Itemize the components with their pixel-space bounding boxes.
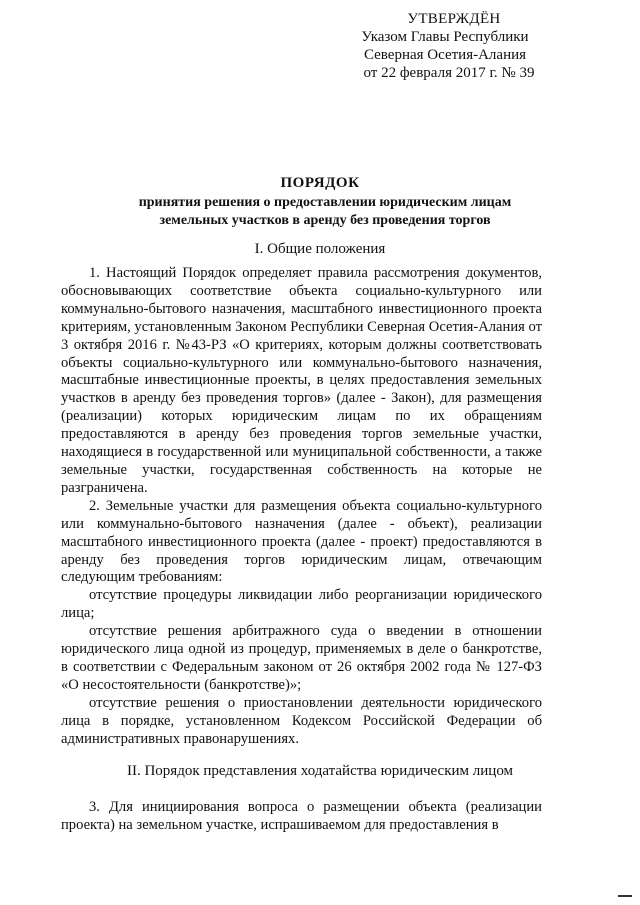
approval-title: УТВЕРЖДЁН: [407, 11, 501, 27]
requirement-item: отсутствие решения о приостановлении деятельности юридического лица в порядке, установленном Кодексом Российской Федерации об административных правонарушениях.: [61, 694, 542, 747]
scan-mark: [618, 895, 632, 897]
paragraph-2: 2. Земельные участки для размещения объекта социально-культурного или коммунально-бытового назначения (далее - объект), реализации масштабного инвестиционного проекта (далее - проект) предоставляются в аренду без проведения торгов юридическим лицам, отвечающим следующим требованиям:: [61, 497, 542, 586]
section-1-heading: I. Общие положения: [254, 241, 386, 257]
document-title: ПОРЯДОК: [280, 175, 360, 191]
approval-stamp: [340, 10, 550, 82]
subtitle-line-1: принятия решения о предоставлении юридическим лицам: [138, 195, 512, 210]
section-1-body: [61, 265, 542, 748]
paragraph-3: 3. Для инициирования вопроса о размещении объекта (реализации проекта) на земельном участке, испрашиваемом для предоставления в: [61, 799, 542, 833]
document-subtitle: [60, 194, 590, 230]
paragraph-1: 1. Настоящий Порядок определяет правила рассмотрения документов, обосновывающих соответствие объекта социально-культурного или коммунально-бытового назначения, масштабного инвестиционного проекта критериям, установленным Законом Республики Северная Осетия-Алания от 3 октября 2016 г. №43-РЗ «О критериях, которым должны соответствовать объекты социально-культурного или коммунально-бытового назначения, масштабные инвестиционные проекты, в целях предоставления земельных участков в аренду без проведения торгов» (далее - Закон), для размещения (реализации) которых юридическим лицам по их обращениям предоставляются в аренду без проведения торгов земельные участки, находящиеся в государственной или муниципальной собственности, а также земельные участки, государственная собственность на которые не разграничена.: [61, 265, 542, 496]
section-2-heading: II. Порядок представления ходатайства юридическим лицом: [126, 763, 514, 779]
section-2-body: [61, 799, 542, 835]
approval-date-number: от 22 февраля 2017 г. № 39: [363, 65, 535, 81]
subtitle-line-2: земельных участков в аренду без проведения торгов: [159, 213, 491, 228]
requirement-item: отсутствие решения арбитражного суда о введении в отношении юридического лица одной из процедур, применяемых в деле о банкротстве, в соответствии с Федеральным законом от 26 октября 2002 года № 127-ФЗ «О несостоятельности (банкротстве)»;: [61, 623, 542, 693]
approval-authority: Указом Главы Республики: [361, 29, 529, 45]
approval-region: Северная Осетия-Алания: [363, 47, 527, 63]
requirement-item: отсутствие процедуры ликвидации либо реорганизации юридического лица;: [61, 587, 542, 622]
